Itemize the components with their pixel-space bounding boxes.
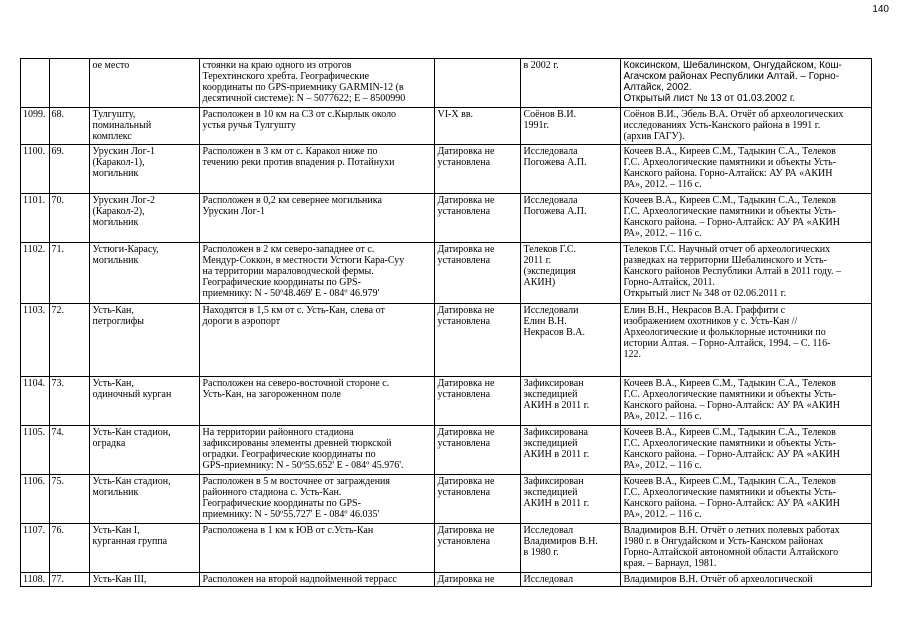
source-cell: Кочеев В.А., Киреев С.М., Тадыкин С.А., Телеков Г.С. Археологические памятники и объекты Усть- Канского района. Горно-Алтайск: АУ РА «АКИН РА», 2012. – 116 с. [620, 145, 871, 194]
site-name-cell: Усть-Кан стадион, могильник [89, 475, 199, 524]
location-cell: стоянки на краю одного из отрогов Терехтинского хребта. Географические координаты по GPS-приемнику GARMIN-12 (в десятичной системе): N – 5077622; E – 8500990 [199, 59, 434, 108]
local-index-cell: 69. [49, 145, 89, 194]
monuments-table [20, 58, 872, 587]
dating-cell: Датировка не установлена [434, 426, 520, 475]
researcher-cell: Исследовал Владимиров В.Н. в 1980 г. [520, 524, 620, 573]
table-row [21, 59, 872, 108]
location-cell: Расположен в 2 км северо-западнее от с. Мендур-Соккон, в местности Устюги Кара-Суу на территории мараловодческой фермы. Географические координаты по GPS- приемнику: N - 50º48.469' E - 084º 46.979' [199, 243, 434, 304]
site-name-cell: Урускин Лог-1 (Каракол-1), могильник [89, 145, 199, 194]
table-row [21, 377, 872, 426]
dating-cell: Датировка не установлена [434, 475, 520, 524]
table-row [21, 426, 872, 475]
researcher-cell: Соёнов В.И. 1991г. [520, 108, 620, 145]
dating-cell: VI-X вв. [434, 108, 520, 145]
site-name-cell: Усть-Кан III, [89, 573, 199, 587]
table-row [21, 108, 872, 145]
dating-cell: Датировка не установлена [434, 243, 520, 304]
site-name-cell: ое место [89, 59, 199, 108]
site-name-cell: Усть-Кан, петроглифы [89, 304, 199, 377]
source-cell: Телеков Г.С. Научный отчет об археологических разведках на территории Шебалинского и Усть- Канского районов Республики Алтай в 2011 году. – Горно-Алтайск, 2011. Открытый лист № 348 от 02.06.2011 г. [620, 243, 871, 304]
row-number-cell: 1108. [21, 573, 50, 587]
local-index-cell: 74. [49, 426, 89, 475]
site-name-cell: Усть-Кан, одиночный курган [89, 377, 199, 426]
row-number-cell: 1100. [21, 145, 50, 194]
location-cell: Расположен на северо-восточной стороне с. Усть-Кан, на загороженном поле [199, 377, 434, 426]
researcher-cell: Исследовали Елин В.Н. Некрасов В.А. [520, 304, 620, 377]
dating-cell: Датировка не установлена [434, 304, 520, 377]
dating-cell: Датировка не установлена [434, 194, 520, 243]
row-number-cell: 1099. [21, 108, 50, 145]
source-cell: Владимиров В.Н. Отчёт об археологической [620, 573, 871, 587]
source-cell: Елин В.Н., Некрасов В.А. Граффити с изображением охотников у с. Усть-Кан // Археологические и фольклорные источники по истории Алтая. – Горно-Алтайск, 1994. – С. 116- 122. [620, 304, 871, 377]
dating-cell: Датировка не установлена [434, 377, 520, 426]
location-cell: Расположен в 0,2 км севернее могильника Урускин Лог-1 [199, 194, 434, 243]
source-cell: Кочеев В.А., Киреев С.М., Тадыкин С.А., Телеков Г.С. Археологические памятники и объекты Усть- Канского района. – Горно-Алтайск: АУ РА «АКИН РА», 2012. – 116 с. [620, 194, 871, 243]
row-number-cell: 1101. [21, 194, 50, 243]
source-cell: Кочеев В.А., Киреев С.М., Тадыкин С.А., Телеков Г.С. Археологические памятники и объекты Усть- Канского района. – Горно-Алтайск: АУ РА «АКИН РА», 2012. – 116 с. [620, 426, 871, 475]
dating-cell [434, 59, 520, 108]
table-row [21, 243, 872, 304]
location-cell: Расположена в 1 км к ЮВ от с.Усть-Кан [199, 524, 434, 573]
table-row [21, 475, 872, 524]
table-row [21, 194, 872, 243]
site-name-cell: Усть-Кан I, курганная группа [89, 524, 199, 573]
dating-cell: Датировка не установлена [434, 524, 520, 573]
row-number-cell: 1102. [21, 243, 50, 304]
site-name-cell: Урускин Лог-2 (Каракол-2), могильник [89, 194, 199, 243]
table-row [21, 304, 872, 377]
location-cell: Расположен в 3 км от с. Каракол ниже по течению реки против впадения р. Потайнухи [199, 145, 434, 194]
local-index-cell [49, 59, 89, 108]
local-index-cell: 72. [49, 304, 89, 377]
page-number: 140 [872, 4, 889, 15]
row-number-cell: 1107. [21, 524, 50, 573]
location-cell: Расположен на второй надпойменной террасс [199, 573, 434, 587]
row-number-cell [21, 59, 50, 108]
researcher-cell: Исследовала Погожева А.П. [520, 194, 620, 243]
site-name-cell: Устюги-Карасу, могильник [89, 243, 199, 304]
site-name-cell: Тулгушту, поминальный комплекс [89, 108, 199, 145]
researcher-cell: Исследовала Погожева А.П. [520, 145, 620, 194]
local-index-cell: 73. [49, 377, 89, 426]
site-name-cell: Усть-Кан стадион, оградка [89, 426, 199, 475]
researcher-cell: Зафиксирована экспедицией АКИН в 2011 г. [520, 426, 620, 475]
local-index-cell: 75. [49, 475, 89, 524]
row-number-cell: 1106. [21, 475, 50, 524]
row-number-cell: 1104. [21, 377, 50, 426]
location-cell: На территории районного стадиона зафиксированы элементы древней тюркской оградки. Географические координаты по GPS-приемнику: N - 50º55.652' E - 084º 45.976'. [199, 426, 434, 475]
local-index-cell: 77. [49, 573, 89, 587]
location-cell: Находятся в 1,5 км от с. Усть-Кан, слева от дороги в аэропорт [199, 304, 434, 377]
table-row [21, 573, 872, 587]
researcher-cell: Телеков Г.С. 2011 г. (экспедиция АКИН) [520, 243, 620, 304]
source-cell: Владимиров В.Н. Отчёт о летних полевых работах 1980 г. в Онгудайском и Усть-Канском районах Горно-Алтайской автономной области Алтайского края. – Барнаул, 1981. [620, 524, 871, 573]
local-index-cell: 76. [49, 524, 89, 573]
local-index-cell: 68. [49, 108, 89, 145]
local-index-cell: 71. [49, 243, 89, 304]
source-cell: Кочеев В.А., Киреев С.М., Тадыкин С.А., Телеков Г.С. Археологические памятники и объекты Усть- Канского района. – Горно-Алтайск: АУ РА «АКИН РА», 2012. – 116 с. [620, 377, 871, 426]
row-number-cell: 1105. [21, 426, 50, 475]
local-index-cell: 70. [49, 194, 89, 243]
dating-cell: Датировка не установлена [434, 145, 520, 194]
table-row [21, 524, 872, 573]
researcher-cell: Зафиксирован экспедицией АКИН в 2011 г. [520, 377, 620, 426]
table-row [21, 145, 872, 194]
source-cell: Коксинском, Шебалинском, Онгудайском, Кош- Агачском районах Республики Алтай. – Горно- Алтайск, 2002. Открытый лист № 13 от 01.03.2002 г. [620, 59, 871, 108]
row-number-cell: 1103. [21, 304, 50, 377]
dating-cell: Датировка не [434, 573, 520, 587]
source-cell: Кочеев В.А., Киреев С.М., Тадыкин С.А., Телеков Г.С. Археологические памятники и объекты Усть- Канского района. – Горно-Алтайск: АУ РА «АКИН РА», 2012. – 116 с. [620, 475, 871, 524]
researcher-cell: Зафиксирован экспедицией АКИН в 2011 г. [520, 475, 620, 524]
researcher-cell: в 2002 г. [520, 59, 620, 108]
location-cell: Расположен в 5 м восточнее от заграждения районного стадиона с. Усть-Кан. Географические координаты по GPS- приемнику: N - 50º55.727' E - 084º 46.035' [199, 475, 434, 524]
location-cell: Расположен в 10 км на СЗ от с.Кырлык около устья ручья Тулгушту [199, 108, 434, 145]
source-cell: Соёнов В.И., Эбель В.А. Отчёт об археологических исследованиях Усть-Канского района в 1991 г. (архив ГАГУ). [620, 108, 871, 145]
researcher-cell: Исследовал [520, 573, 620, 587]
